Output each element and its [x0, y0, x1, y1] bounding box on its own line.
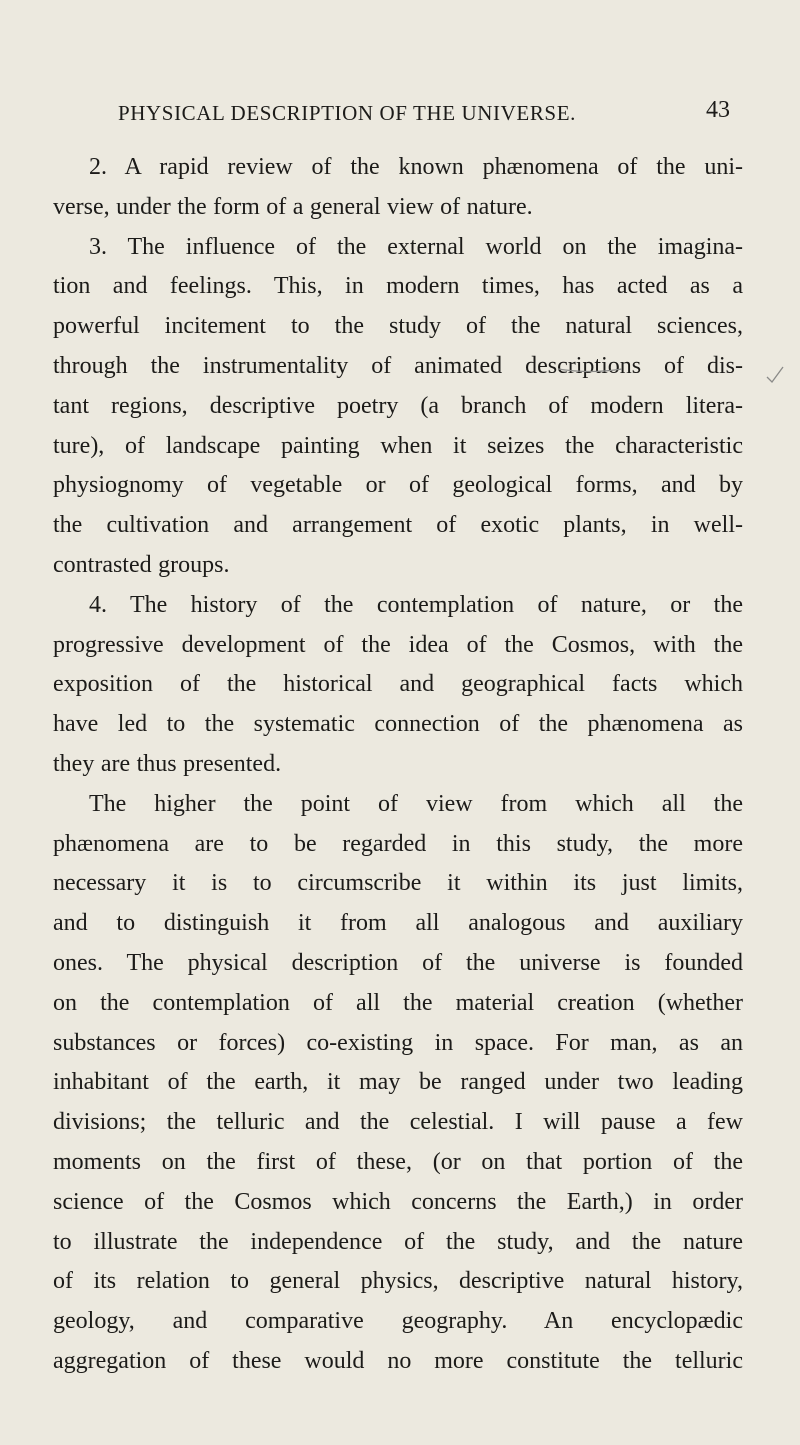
running-title: PHYSICAL DESCRIPTION OF THE UNIVERSE. — [118, 101, 576, 125]
text-line: aggregation of these would no more constitute the telluric — [53, 1347, 743, 1374]
text-line: geology, and comparative geography. An encyclopædic — [53, 1308, 743, 1335]
text-line: to illustrate the independence of the study, and the nature — [53, 1228, 743, 1255]
text-line: have led to the systematic connection of the phænomena as — [53, 711, 743, 738]
text-line: tant regions, descriptive poetry (a branch of modern litera- — [53, 392, 743, 419]
text-line: phænomena are to be regarded in this study, the more — [53, 830, 743, 857]
text-line: tion and feelings. This, in modern times, has acted as a — [53, 273, 743, 300]
text-line: physiognomy of vegetable or of geological forms, and by — [53, 472, 743, 499]
text-line: the cultivation and arrangement of exotic plants, in well- — [53, 512, 743, 539]
text-line: powerful incitement to the study of the natural sciences, — [53, 313, 743, 340]
text-line: exposition of the historical and geographical facts which — [53, 671, 743, 698]
page-number: 43 — [706, 97, 730, 123]
text-line: on the contemplation of all the material creation (whether — [53, 989, 743, 1016]
page-header — [118, 95, 730, 131]
text-line: divisions; the telluric and the celestial. I will pause a few — [53, 1109, 743, 1136]
pencil-underline-mark — [556, 366, 624, 374]
text-line: contrasted groups. — [53, 551, 230, 578]
text-line: of its relation to general physics, descriptive natural history, — [53, 1268, 743, 1295]
text-line: 4. The history of the contemplation of nature, or the — [89, 591, 743, 618]
text-line: progressive development of the idea of the Cosmos, with the — [53, 631, 743, 658]
text-line: The higher the point of view from which all the — [89, 790, 743, 817]
text-line: necessary it is to circumscribe it within its just limits, — [53, 870, 743, 897]
text-line: inhabitant of the earth, it may be ranged under two leading — [53, 1069, 743, 1096]
pencil-margin-check-icon — [764, 363, 786, 385]
text-line: and to distinguish it from all analogous and auxiliary — [53, 910, 743, 937]
text-line: through the instrumentality of animated descriptions of dis- — [53, 352, 743, 379]
text-line: substances or forces) co-existing in space. For man, as an — [53, 1029, 743, 1056]
body-text — [53, 148, 743, 1382]
text-line: ones. The physical description of the universe is founded — [53, 949, 743, 976]
text-line: they are thus presented. — [53, 750, 282, 777]
text-line: verse, under the form of a general view of nature. — [53, 193, 533, 220]
text-line: 2. A rapid review of the known phænomena of the uni- — [89, 154, 743, 180]
text-line: 3. The influence of the external world on the imagina- — [89, 233, 743, 260]
text-line: science of the Cosmos which concerns the Earth,) in order — [53, 1188, 743, 1215]
text-line: moments on the first of these, (or on that portion of the — [53, 1148, 743, 1175]
text-line: ture), of landscape painting when it seizes the characteristic — [53, 432, 743, 459]
